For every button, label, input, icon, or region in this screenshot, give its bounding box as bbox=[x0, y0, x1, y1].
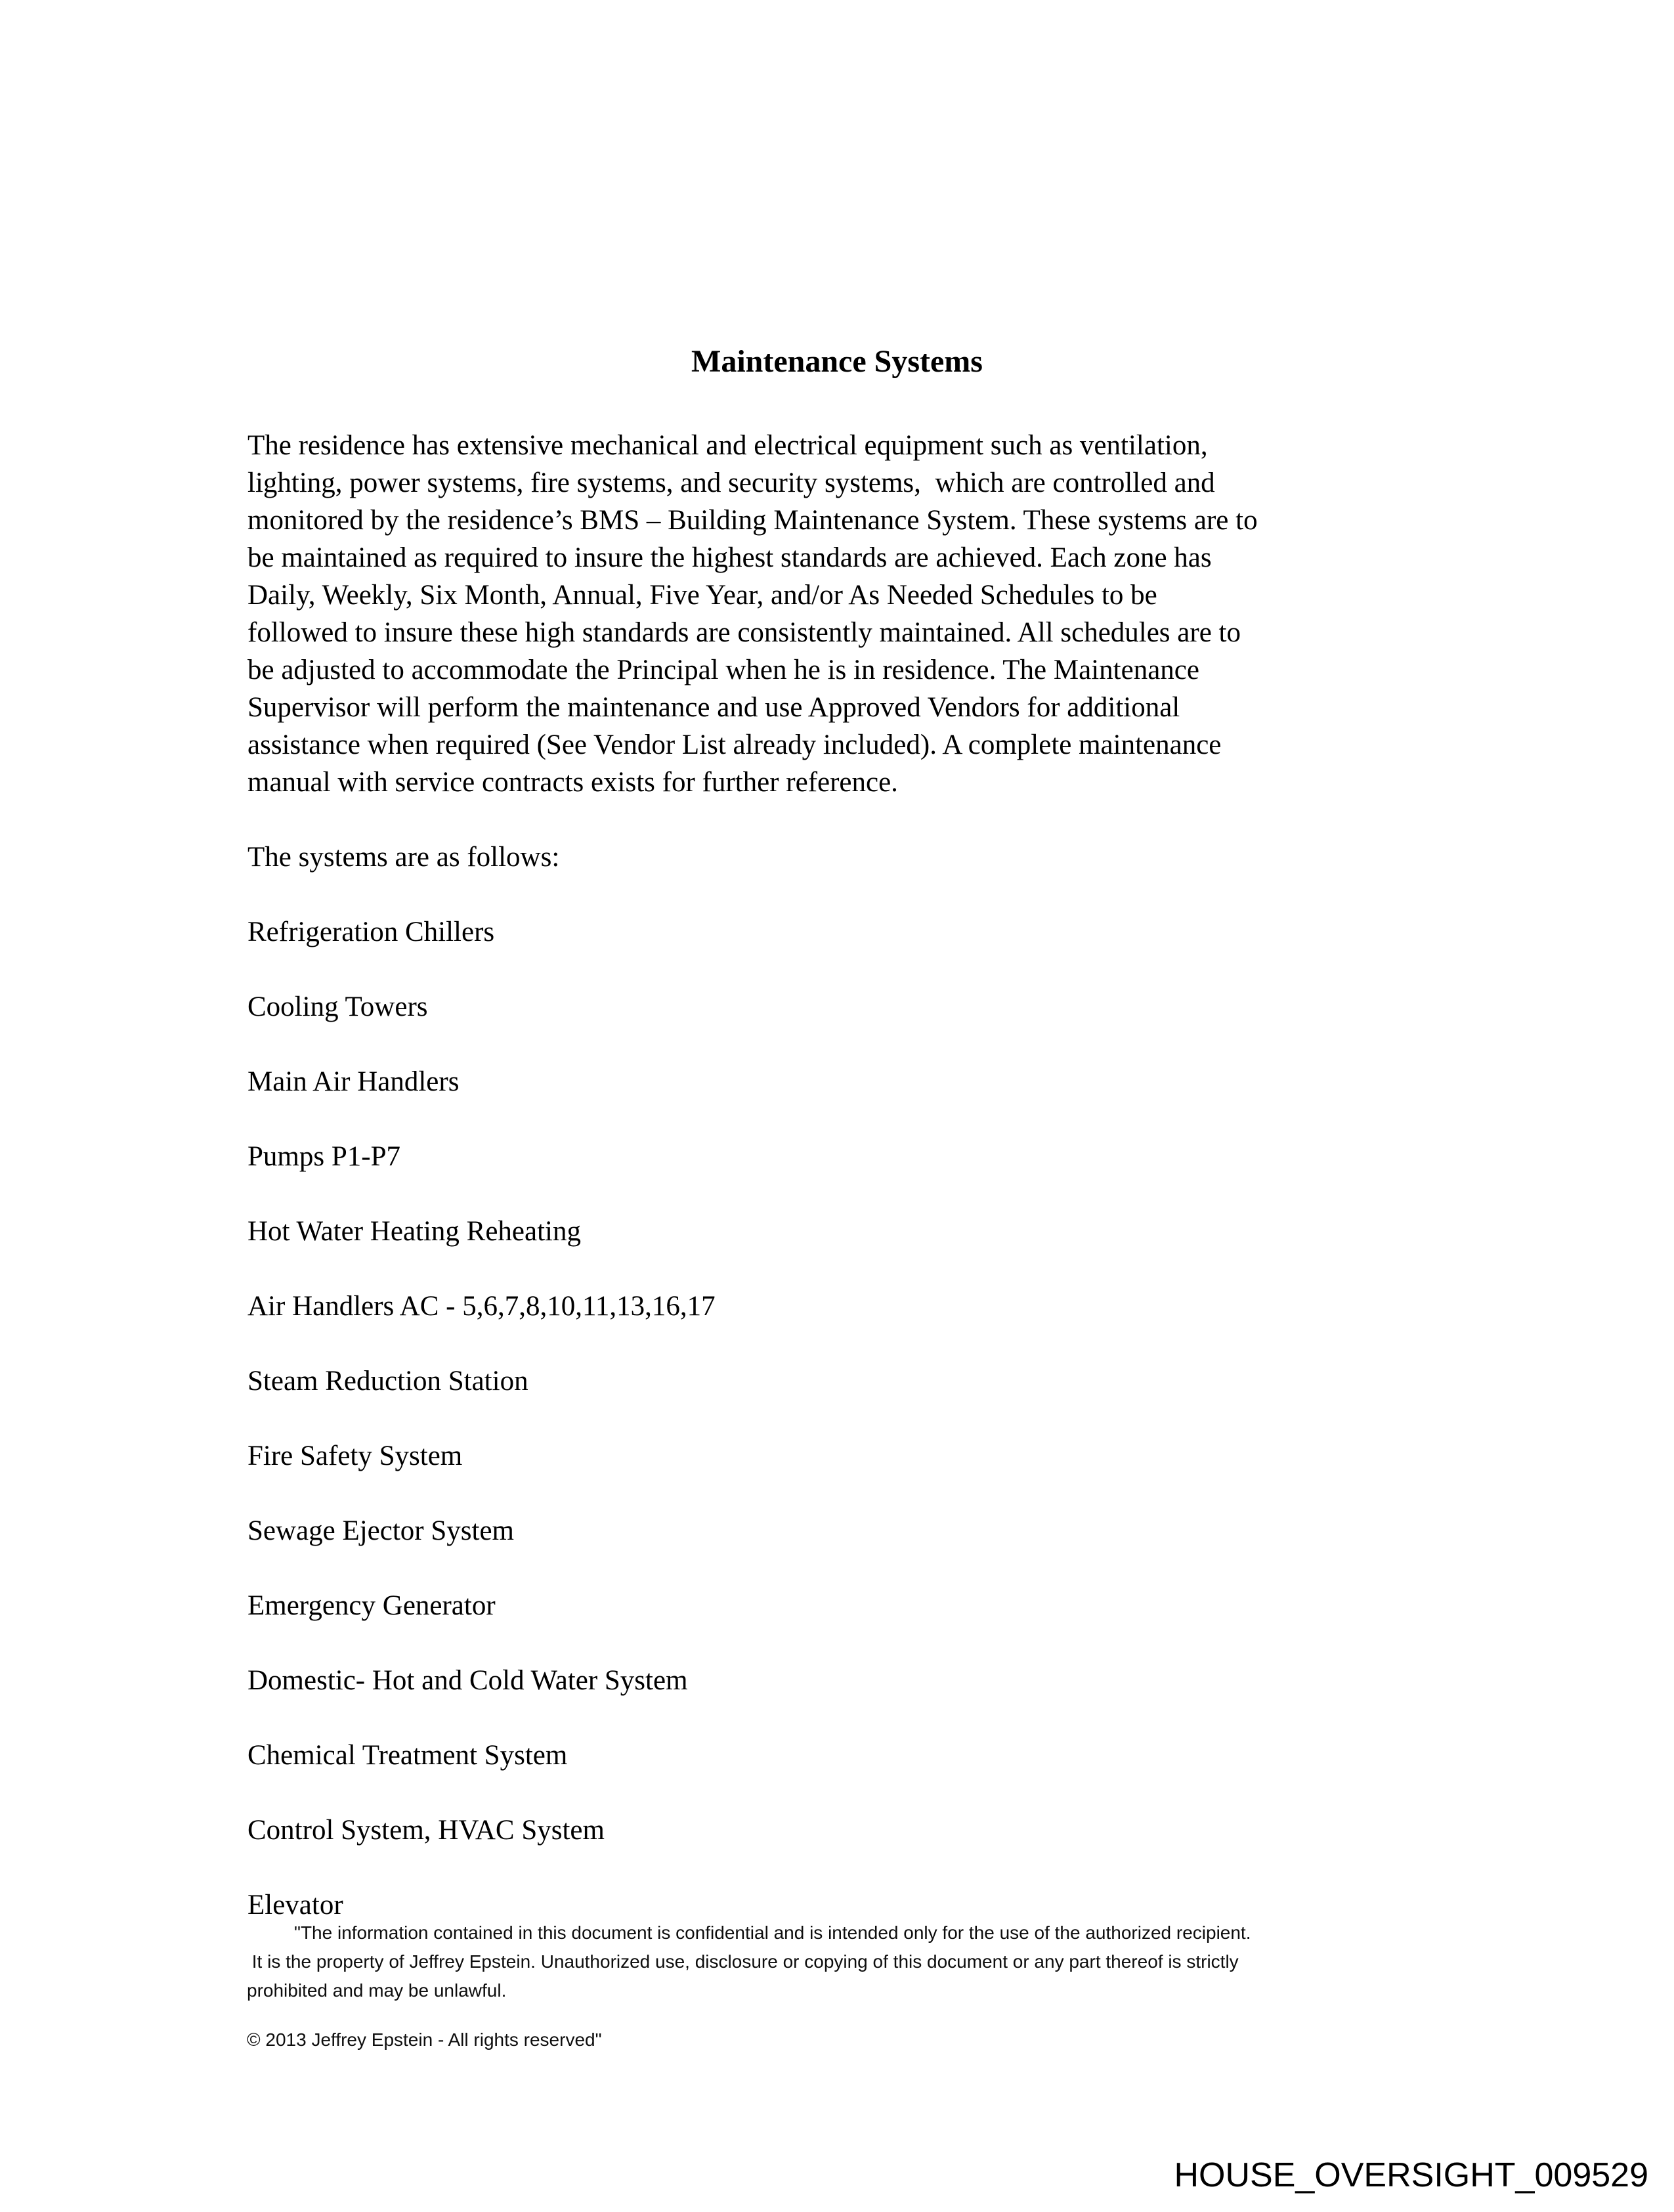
system-item: Cooling Towers bbox=[247, 991, 428, 1022]
copyright-line: © 2013 Jeffrey Epstein - All rights reserved" bbox=[247, 2029, 602, 2050]
system-item: Steam Reduction Station bbox=[247, 1366, 528, 1397]
page-title: Maintenance Systems bbox=[691, 344, 983, 379]
system-item: Elevator bbox=[247, 1890, 343, 1920]
systems-list bbox=[247, 913, 1464, 1924]
paragraph-line: followed to insure these high standards are consistently maintained. All schedules are to bbox=[247, 617, 1241, 648]
system-item: Air Handlers AC - 5,6,7,8,10,11,13,16,17 bbox=[247, 1291, 716, 1322]
bates-stamp: HOUSE_OVERSIGHT_009529 bbox=[1174, 2156, 1648, 2194]
confidentiality-notice bbox=[247, 1919, 1451, 2005]
paragraph-line: monitored by the residence’s BMS – Building Maintenance System. These systems are to bbox=[247, 505, 1258, 536]
system-item: Pumps P1-P7 bbox=[247, 1141, 400, 1172]
system-item: Fire Safety System bbox=[247, 1441, 463, 1471]
paragraph-line: lighting, power systems, fire systems, and security systems, which are controlled and bbox=[247, 467, 1215, 498]
system-item: Domestic- Hot and Cold Water System bbox=[247, 1665, 688, 1696]
paragraph-line: The residence has extensive mechanical and electrical equipment such as ventilation, bbox=[247, 430, 1208, 461]
paragraph-line: assistance when required (See Vendor List already included). A complete maintenance bbox=[247, 729, 1222, 760]
system-item: Sewage Ejector System bbox=[247, 1515, 515, 1546]
intro-paragraph bbox=[247, 427, 1464, 801]
system-item: Refrigeration Chillers bbox=[247, 917, 495, 947]
confidentiality-line: "The information contained in this document is confidential and is intended only for the use of the authorized recipient. bbox=[294, 1922, 1251, 1943]
confidentiality-line: prohibited and may be unlawful. bbox=[247, 1980, 507, 2001]
system-item: Emergency Generator bbox=[247, 1590, 496, 1621]
systems-intro: The systems are as follows: bbox=[247, 842, 560, 873]
paragraph-line: be maintained as required to insure the highest standards are achieved. Each zone has bbox=[247, 542, 1212, 573]
system-item: Hot Water Heating Reheating bbox=[247, 1216, 582, 1247]
paragraph-line: Daily, Weekly, Six Month, Annual, Five Year, and/or As Needed Schedules to be bbox=[247, 580, 1157, 611]
system-item: Chemical Treatment System bbox=[247, 1740, 568, 1771]
system-item: Control System, HVAC System bbox=[247, 1815, 605, 1846]
system-item: Main Air Handlers bbox=[247, 1066, 460, 1097]
paragraph-line: manual with service contracts exists for further reference. bbox=[247, 767, 898, 798]
paragraph-line: be adjusted to accommodate the Principal when he is in residence. The Maintenance bbox=[247, 655, 1199, 685]
paragraph-line: Supervisor will perform the maintenance and use Approved Vendors for additional bbox=[247, 692, 1180, 723]
confidentiality-line: It is the property of Jeffrey Epstein. Unauthorized use, disclosure or copying of this document or any part thereof is strictly bbox=[247, 1951, 1239, 1972]
